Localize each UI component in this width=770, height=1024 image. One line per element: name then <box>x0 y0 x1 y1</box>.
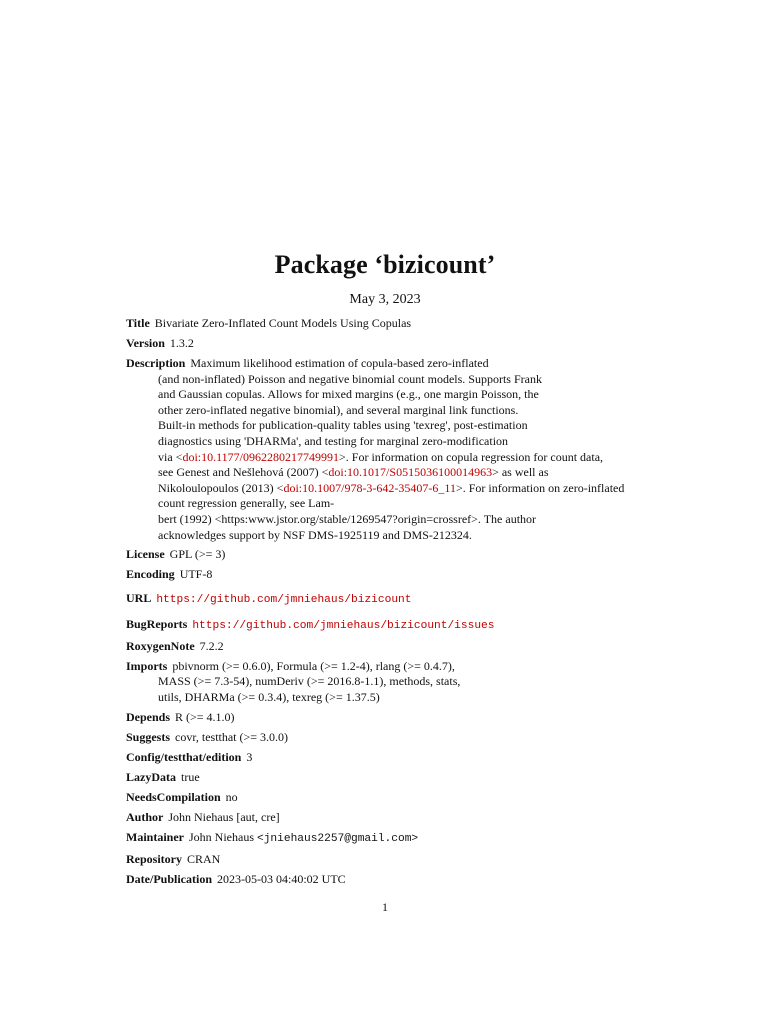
field-value: John Niehaus [aut, cre] <box>168 809 280 824</box>
package-title: Package ‘bizicount’ <box>274 250 496 279</box>
field-value: true <box>181 769 200 784</box>
field-key: Version <box>126 335 165 350</box>
field-depends <box>126 710 656 726</box>
description-fields <box>126 316 656 892</box>
maintainer-name: John Niehaus <box>189 829 254 844</box>
description-text: >. For information on zero-inflated <box>455 480 625 495</box>
field-value: 2023-05-03 04:40:02 UTC <box>217 871 346 886</box>
description-text: Nikoloulopoulos (2013) < <box>158 480 284 495</box>
field-key: Description <box>126 355 186 370</box>
field-author <box>126 810 656 826</box>
field-suggests <box>126 730 656 746</box>
field-value: GPL (>= 3) <box>169 547 226 562</box>
field-maintainer <box>126 830 656 848</box>
package-date: May 3, 2023 <box>349 292 421 307</box>
maintainer-email: <jniehaus2257@gmail.com> <box>257 832 419 845</box>
field-edition <box>126 750 656 766</box>
description-line: bert (1992) <https:www.jstor.org/stable/1269547?origin=crossref>. The author <box>158 511 537 526</box>
field-value: 3 <box>246 749 253 764</box>
imports-line: MASS (>= 7.3-54), numDeriv (>= 2016.8-1.1), methods, stats, <box>158 674 461 689</box>
field-value: Bivariate Zero-Inflated Count Models Using Copulas <box>154 316 412 330</box>
field-imports <box>126 659 656 706</box>
description-text: Maximum likelihood estimation of copula-based zero-inflated <box>190 355 489 370</box>
field-version <box>126 336 656 352</box>
description-line <box>126 450 656 466</box>
field-value: UTF-8 <box>179 567 213 582</box>
field-key: BugReports <box>126 616 188 631</box>
field-key: RoxygenNote <box>126 638 195 653</box>
field-key: License <box>126 547 165 562</box>
field-key: Config/testthat/edition <box>126 749 242 764</box>
description-line: count regression generally, see Lam- <box>158 496 335 511</box>
field-value: 7.2.2 <box>199 638 224 653</box>
field-needscompilation <box>126 790 656 806</box>
description-text: via < <box>158 449 183 464</box>
field-key: NeedsCompilation <box>126 789 221 804</box>
page-number: 1 <box>382 900 388 914</box>
doi-link[interactable]: doi:10.1177/0962280217749991 <box>182 449 339 464</box>
field-description <box>126 356 656 543</box>
field-datepublication <box>126 872 656 888</box>
field-value: CRAN <box>187 851 221 866</box>
imports-line <box>126 659 656 675</box>
description-line <box>126 356 656 372</box>
field-title <box>126 316 656 332</box>
doi-link[interactable]: doi:10.1007/978-3-642-35407-6_11 <box>283 480 456 495</box>
description-line: and Gaussian copulas. Allows for mixed margins (e.g., one margin Poisson, the <box>158 387 539 402</box>
field-bugreports <box>126 617 656 635</box>
description-text: >. For information on copula regression for count data, <box>339 449 604 464</box>
description-line: other zero-inflated negative binomial), and several marginal link functions. <box>158 402 519 417</box>
field-key: Repository <box>126 851 182 866</box>
description-text: see Genest and Nešlehová (2007) < <box>158 465 329 480</box>
field-key: URL <box>126 591 152 606</box>
field-key: Author <box>126 809 164 824</box>
field-key: Encoding <box>126 567 175 582</box>
description-line: Built-in methods for publication-quality tables using 'texreg', post-estimation <box>158 418 528 433</box>
field-key: Title <box>126 316 150 330</box>
field-lazydata <box>126 770 656 786</box>
field-url <box>126 591 656 609</box>
description-line: diagnostics using 'DHARMa', and testing for marginal zero-modification <box>158 433 509 448</box>
field-key: Maintainer <box>126 829 184 844</box>
imports-text: pbivnorm (>= 0.6.0), Formula (>= 1.2-4), rlang (>= 0.4.7), <box>172 658 455 673</box>
field-repository <box>126 852 656 868</box>
bugreports-link[interactable]: https://github.com/jmniehaus/bizicount/issues <box>192 619 495 632</box>
description-line <box>126 481 656 497</box>
field-value: covr, testthat (>= 3.0.0) <box>175 729 289 744</box>
field-roxygennote <box>126 639 656 655</box>
field-key: Depends <box>126 709 171 724</box>
description-line: acknowledges support by NSF DMS-1925119 and DMS-212324. <box>158 527 472 542</box>
field-encoding <box>126 567 656 583</box>
description-line <box>126 465 656 481</box>
imports-line: utils, DHARMa (>= 0.3.4), texreg (>= 1.37.5) <box>158 689 380 704</box>
field-key: Imports <box>126 658 168 673</box>
field-key: LazyData <box>126 769 176 784</box>
field-value: 1.3.2 <box>169 335 194 350</box>
field-license <box>126 547 656 563</box>
field-key: Date/Publication <box>126 871 212 886</box>
url-link[interactable]: https://github.com/jmniehaus/bizicount <box>156 594 412 607</box>
doi-link[interactable]: doi:10.1017/S0515036100014963 <box>328 465 493 480</box>
field-value: no <box>225 789 238 804</box>
field-value: R (>= 4.1.0) <box>175 709 235 724</box>
field-key: Suggests <box>126 729 171 744</box>
description-line: (and non-inflated) Poisson and negative binomial count models. Supports Frank <box>158 371 542 386</box>
description-text: > as well as <box>492 465 549 480</box>
